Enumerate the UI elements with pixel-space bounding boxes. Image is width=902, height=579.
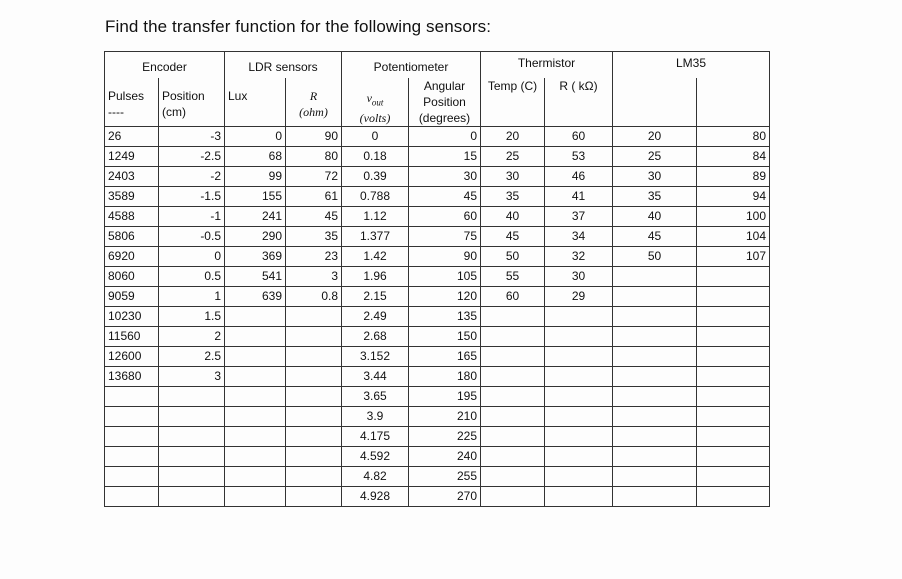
temp-cell [481,327,545,347]
position-cell [159,487,225,507]
pulses-cell [105,447,159,467]
lux-cell [225,427,286,447]
angle-cell: 165 [409,347,481,367]
lm35-temp-cell [613,487,697,507]
r-kohm-cell [545,367,613,387]
lux-cell [225,367,286,387]
lm35-temp-cell: 25 [613,147,697,167]
temp-cell [481,367,545,387]
table-row [105,307,770,327]
vout-cell: 1.96 [342,267,409,287]
table-row [105,387,770,407]
vout-cell: 2.15 [342,287,409,307]
r-ohm-cell: 35 [286,227,342,247]
r-kohm-cell [545,487,613,507]
r-ohm-cell [286,467,342,487]
r-ohm-cell [286,387,342,407]
lm35-output-cell [697,347,770,367]
lux-cell [225,467,286,487]
lm35-output-cell [697,487,770,507]
table-row [105,487,770,507]
lm35-temp-cell [613,327,697,347]
lm35-temp-header [613,78,697,127]
r-ohm-cell [286,427,342,447]
angle-cell: 120 [409,287,481,307]
lm35-output-cell: 100 [697,207,770,227]
lux-cell: 369 [225,247,286,267]
lm35-output-cell [697,307,770,327]
r-kohm-cell [545,327,613,347]
position-cell: 1.5 [159,307,225,327]
r-ohm-header: R (ohm) [286,78,342,127]
lm35-output-cell: 80 [697,127,770,147]
r-ohm-cell [286,487,342,507]
table-row [105,367,770,387]
pulses-cell: 26 [105,127,159,147]
position-cell [159,467,225,487]
pulses-cell: 6920 [105,247,159,267]
position-header: Position (cm) [159,78,225,127]
vout-cell: 3.44 [342,367,409,387]
r-kohm-cell: 30 [545,267,613,287]
pulses-cell [105,487,159,507]
lm35-output-cell: 107 [697,247,770,267]
r-kohm-cell [545,467,613,487]
angle-cell: 30 [409,167,481,187]
lm35-temp-cell [613,427,697,447]
position-cell: -2 [159,167,225,187]
r-ohm-cell: 3 [286,267,342,287]
lux-cell: 290 [225,227,286,247]
r-kohm-cell: 32 [545,247,613,267]
r-ohm-cell: 80 [286,147,342,167]
angle-cell: 60 [409,207,481,227]
position-cell: 3 [159,367,225,387]
lux-cell: 155 [225,187,286,207]
lm35-temp-cell [613,307,697,327]
pulses-cell: 5806 [105,227,159,247]
lm35-temp-cell [613,267,697,287]
r-kohm-cell: 37 [545,207,613,227]
r-kohm-cell [545,407,613,427]
thermistor-group-header: Thermistor [481,52,613,78]
vout-cell: 0.788 [342,187,409,207]
r-ohm-cell [286,447,342,467]
position-cell: -2.5 [159,147,225,167]
angular-position-header: Angular Position (degrees) [409,78,481,127]
lm35-output-cell [697,287,770,307]
lux-cell: 0 [225,127,286,147]
position-cell [159,447,225,467]
r-ohm-cell: 61 [286,187,342,207]
table-row [105,187,770,207]
angle-cell: 195 [409,387,481,407]
lm35-temp-cell [613,387,697,407]
lux-cell [225,447,286,467]
temp-cell: 50 [481,247,545,267]
lm35-temp-cell: 45 [613,227,697,247]
pulses-cell [105,387,159,407]
encoder-group-header: Encoder [105,52,225,78]
r-ohm-cell: 0.8 [286,287,342,307]
r-ohm-cell [286,367,342,387]
temp-cell: 40 [481,207,545,227]
lm35-output-cell: 84 [697,147,770,167]
angle-cell: 105 [409,267,481,287]
position-cell [159,387,225,407]
pulses-cell: 1249 [105,147,159,167]
table-row [105,467,770,487]
group-header-row [105,52,770,78]
lm35-output-header [697,78,770,127]
pulses-cell: 9059 [105,287,159,307]
r-kohm-cell [545,307,613,327]
lux-cell: 241 [225,207,286,227]
pulses-cell: 4588 [105,207,159,227]
r-ohm-cell [286,307,342,327]
angle-cell: 90 [409,247,481,267]
r-kohm-cell: 53 [545,147,613,167]
table-row [105,147,770,167]
lm35-temp-cell [613,287,697,307]
vout-cell: 0.18 [342,147,409,167]
r-ohm-cell: 23 [286,247,342,267]
pulses-cell: 8060 [105,267,159,287]
lux-cell [225,387,286,407]
lm35-output-cell: 104 [697,227,770,247]
lux-cell [225,327,286,347]
temp-cell [481,347,545,367]
lm35-output-cell [697,467,770,487]
r-kohm-cell [545,387,613,407]
lm35-temp-cell [613,367,697,387]
angle-cell: 75 [409,227,481,247]
position-cell: -1 [159,207,225,227]
vout-cell: 4.175 [342,427,409,447]
r-ohm-cell [286,327,342,347]
lm35-output-cell: 89 [697,167,770,187]
pulses-cell: 3589 [105,187,159,207]
angle-cell: 270 [409,487,481,507]
angle-cell: 225 [409,427,481,447]
table-row [105,227,770,247]
lux-cell: 99 [225,167,286,187]
lm35-output-cell: 94 [697,187,770,207]
lux-cell: 68 [225,147,286,167]
temp-cell [481,307,545,327]
vout-cell: 1.42 [342,247,409,267]
temp-cell [481,467,545,487]
lm35-output-cell [697,367,770,387]
r-ohm-cell [286,347,342,367]
lm35-temp-cell: 35 [613,187,697,207]
temp-cell: 25 [481,147,545,167]
table-row [105,327,770,347]
vout-cell: 3.152 [342,347,409,367]
temp-cell: 35 [481,187,545,207]
pulses-cell: 2403 [105,167,159,187]
table-row [105,207,770,227]
r-kohm-cell: 46 [545,167,613,187]
temp-cell [481,407,545,427]
lux-cell: 541 [225,267,286,287]
table-row [105,447,770,467]
lm35-group-header: LM35 [613,52,770,78]
pulses-cell [105,407,159,427]
vout-cell: 1.377 [342,227,409,247]
position-cell: 0 [159,247,225,267]
position-cell: 2.5 [159,347,225,367]
position-cell [159,427,225,447]
r-kohm-cell: 60 [545,127,613,147]
angle-cell: 240 [409,447,481,467]
lm35-temp-cell [613,347,697,367]
position-cell: 0.5 [159,267,225,287]
position-cell [159,407,225,427]
vout-cell: 3.65 [342,387,409,407]
angle-cell: 180 [409,367,481,387]
r-kohm-cell: 34 [545,227,613,247]
lm35-output-cell [697,427,770,447]
lm35-output-cell [697,407,770,427]
lux-cell: 639 [225,287,286,307]
table-row [105,287,770,307]
lm35-output-cell [697,387,770,407]
lm35-output-cell [697,267,770,287]
potentiometer-group-header: Potentiometer [342,52,481,78]
position-cell: -0.5 [159,227,225,247]
vout-cell: 2.49 [342,307,409,327]
lux-header: Lux [225,78,286,127]
pulses-cell [105,467,159,487]
r-kohm-cell: 29 [545,287,613,307]
lm35-temp-cell [613,467,697,487]
pulses-cell: 10230 [105,307,159,327]
table-row [105,407,770,427]
lm35-temp-cell [613,407,697,427]
lm35-temp-cell: 40 [613,207,697,227]
position-cell: -1.5 [159,187,225,207]
table-row [105,167,770,187]
temp-cell: 55 [481,267,545,287]
lm35-output-cell [697,327,770,347]
page-title: Find the transfer function for the following sensors: [105,17,492,36]
lux-cell [225,407,286,427]
vout-cell: 4.82 [342,467,409,487]
table-row [105,127,770,147]
lux-cell [225,347,286,367]
temp-cell: 45 [481,227,545,247]
vout-cell: 1.12 [342,207,409,227]
lm35-output-cell [697,447,770,467]
angle-cell: 15 [409,147,481,167]
temp-cell [481,427,545,447]
position-cell: 1 [159,287,225,307]
r-kohm-header: R ( kΩ) [545,78,613,127]
lux-cell [225,487,286,507]
vout-cell: 4.592 [342,447,409,467]
sensor-data-table [104,51,770,507]
lm35-temp-cell: 20 [613,127,697,147]
pulses-cell [105,427,159,447]
table-row [105,247,770,267]
table-row [105,427,770,447]
ldr-group-header: LDR sensors [225,52,342,78]
vout-cell: 0.39 [342,167,409,187]
lm35-temp-cell [613,447,697,467]
r-kohm-cell [545,347,613,367]
pulses-cell: 13680 [105,367,159,387]
vout-cell: 4.928 [342,487,409,507]
angle-cell: 135 [409,307,481,327]
position-cell: -3 [159,127,225,147]
pulses-header: Pulses ---- [105,78,159,127]
temp-cell: 20 [481,127,545,147]
r-ohm-cell [286,407,342,427]
angle-cell: 210 [409,407,481,427]
lm35-temp-cell: 30 [613,167,697,187]
angle-cell: 45 [409,187,481,207]
r-kohm-cell: 41 [545,187,613,207]
temp-cell [481,387,545,407]
r-ohm-cell: 90 [286,127,342,147]
angle-cell: 255 [409,467,481,487]
vout-cell: 2.68 [342,327,409,347]
temp-cell [481,447,545,467]
vout-cell: 0 [342,127,409,147]
angle-cell: 0 [409,127,481,147]
vout-header: $v_{out}$ (volts) [342,78,409,127]
table-row [105,267,770,287]
table-row [105,347,770,367]
r-kohm-cell [545,427,613,447]
temp-cell: 30 [481,167,545,187]
lux-cell [225,307,286,327]
r-kohm-cell [545,447,613,467]
subheader-row [105,78,770,127]
position-cell: 2 [159,327,225,347]
lm35-temp-cell: 50 [613,247,697,267]
temp-cell [481,487,545,507]
temp-cell: 60 [481,287,545,307]
pulses-cell: 11560 [105,327,159,347]
angle-cell: 150 [409,327,481,347]
vout-cell: 3.9 [342,407,409,427]
pulses-cell: 12600 [105,347,159,367]
r-ohm-cell: 72 [286,167,342,187]
temp-header: Temp (C) [481,78,545,127]
r-ohm-cell: 45 [286,207,342,227]
